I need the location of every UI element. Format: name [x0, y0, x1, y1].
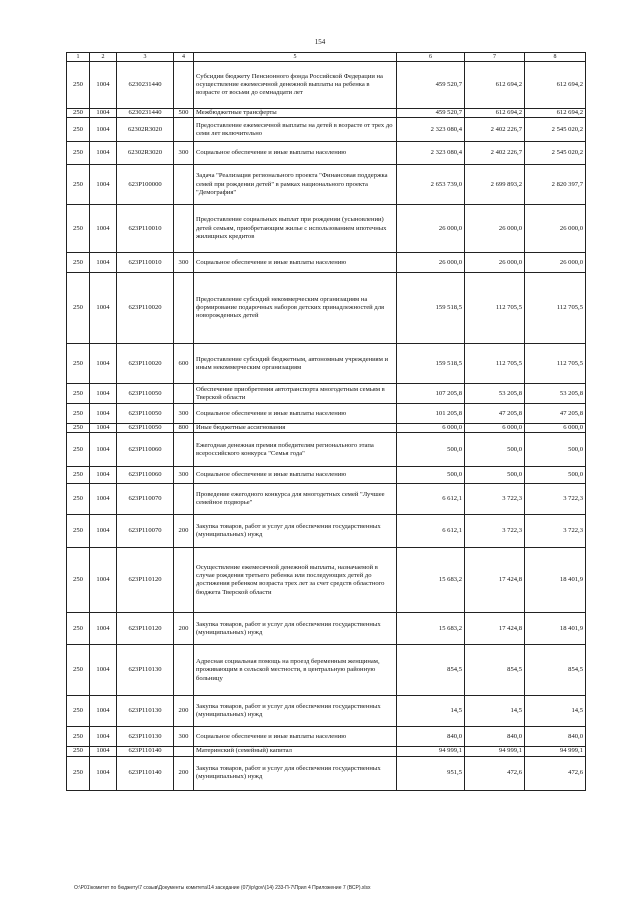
amount-year-2: 612 694,2: [465, 109, 525, 118]
amount-year-2: 26 000,0: [465, 253, 525, 273]
column-number-6: 6: [397, 53, 465, 62]
amount-year-1: 94 999,1: [397, 747, 465, 756]
section-code: 1004: [90, 484, 117, 515]
section-code: 1004: [90, 273, 117, 344]
amount-year-3: 2 545 020,2: [525, 142, 586, 165]
ministry-code: 250: [67, 484, 90, 515]
amount-year-1: 840,0: [397, 727, 465, 747]
ministry-code: 250: [67, 404, 90, 424]
ministry-code: 250: [67, 205, 90, 253]
expense-type-code: [174, 205, 194, 253]
expense-type-code: [174, 118, 194, 142]
section-code: 1004: [90, 142, 117, 165]
amount-year-1: 2 323 080,4: [397, 142, 465, 165]
target-article-code: 623P110140: [117, 756, 174, 790]
ministry-code: 250: [67, 62, 90, 109]
expense-type-code: 200: [174, 613, 194, 645]
table-row: [67, 109, 586, 118]
section-code: 1004: [90, 756, 117, 790]
section-code: 1004: [90, 515, 117, 548]
expense-type-code: 600: [174, 344, 194, 384]
expense-type-code: 300: [174, 727, 194, 747]
column-number-7: 7: [465, 53, 525, 62]
amount-year-1: 6 612,1: [397, 515, 465, 548]
item-name: Проведение ежегодного конкурса для многодетных семей "Лучшее семейное подворье": [194, 484, 397, 515]
ministry-code: 250: [67, 142, 90, 165]
table-row: [67, 747, 586, 756]
item-name: Субсидии бюджету Пенсионного фонда Российской Федерации на осуществление ежемесячной денежной выплаты на ребенка в возрасте от восьми до семнадцати лет: [194, 62, 397, 109]
column-number-4: 4: [174, 53, 194, 62]
expense-type-code: 300: [174, 404, 194, 424]
expense-type-code: 300: [174, 467, 194, 484]
amount-year-1: 159 518,5: [397, 344, 465, 384]
amount-year-2: 47 205,8: [465, 404, 525, 424]
item-name: Предоставление субсидий некоммерческим организациям на формирование подарочных наборов детских принадлежностей для новорожденных детей: [194, 273, 397, 344]
ministry-code: 250: [67, 696, 90, 727]
amount-year-3: 2 545 020,2: [525, 118, 586, 142]
amount-year-1: 500,0: [397, 433, 465, 467]
ministry-code: 250: [67, 467, 90, 484]
table-row: [67, 467, 586, 484]
target-article-code: 6230231440: [117, 62, 174, 109]
item-name: Предоставление ежемесячной выплаты на детей в возрасте от трех до семи лет включительно: [194, 118, 397, 142]
table-row: [67, 484, 586, 515]
target-article-code: 623P110130: [117, 645, 174, 696]
table-row: [67, 62, 586, 109]
section-code: 1004: [90, 613, 117, 645]
section-code: 1004: [90, 109, 117, 118]
ministry-code: 250: [67, 273, 90, 344]
expense-type-code: [174, 484, 194, 515]
file-path-footer: O:\Р01\комитет по бюджету\7 созыв\Документы комитета\14 заседание (07)\p\gov\(14) 233-П-7\Прил 4 Приложение 7 (ВСР).xlsx: [74, 885, 371, 891]
target-article-code: 623P110010: [117, 205, 174, 253]
section-code: 1004: [90, 548, 117, 613]
section-code: 1004: [90, 404, 117, 424]
amount-year-3: 612 694,2: [525, 109, 586, 118]
amount-year-1: 101 205,8: [397, 404, 465, 424]
expense-type-code: [174, 433, 194, 467]
expense-type-code: [174, 548, 194, 613]
ministry-code: 250: [67, 548, 90, 613]
amount-year-2: 500,0: [465, 467, 525, 484]
amount-year-2: 612 694,2: [465, 62, 525, 109]
target-article-code: 623P110140: [117, 747, 174, 756]
amount-year-1: 500,0: [397, 467, 465, 484]
expense-type-code: 800: [174, 424, 194, 433]
amount-year-1: 2 653 739,0: [397, 165, 465, 205]
expense-type-code: 300: [174, 253, 194, 273]
amount-year-2: 94 999,1: [465, 747, 525, 756]
amount-year-3: 18 401,9: [525, 613, 586, 645]
ministry-code: 250: [67, 613, 90, 645]
amount-year-3: 14,5: [525, 696, 586, 727]
amount-year-1: 107 205,8: [397, 384, 465, 404]
amount-year-3: 53 205,8: [525, 384, 586, 404]
amount-year-1: 15 683,2: [397, 548, 465, 613]
item-name: Материнский (семейный) капитал: [194, 747, 397, 756]
amount-year-2: 854,5: [465, 645, 525, 696]
amount-year-2: 2 402 226,7: [465, 118, 525, 142]
table-row: [67, 613, 586, 645]
column-number-header: [67, 53, 586, 62]
section-code: 1004: [90, 645, 117, 696]
ministry-code: 250: [67, 384, 90, 404]
section-code: 1004: [90, 165, 117, 205]
target-article-code: 623P110070: [117, 515, 174, 548]
column-number-3: 3: [117, 53, 174, 62]
table-row: [67, 273, 586, 344]
amount-year-2: 3 722,3: [465, 484, 525, 515]
amount-year-2: 112 705,5: [465, 344, 525, 384]
table-row: [67, 433, 586, 467]
amount-year-2: 840,0: [465, 727, 525, 747]
amount-year-1: 14,5: [397, 696, 465, 727]
column-number-5: 5: [194, 53, 397, 62]
amount-year-1: 15 683,2: [397, 613, 465, 645]
table-row: [67, 118, 586, 142]
ministry-code: 250: [67, 118, 90, 142]
item-name: Осуществление ежемесячной денежной выплаты, назначаемой в случае рождения третьего ребенка или последующих детей до достижения ребенком возраста трех лет за счет средств областного бюджета Тверской области: [194, 548, 397, 613]
table-row: [67, 142, 586, 165]
table-row: [67, 404, 586, 424]
item-name: Обеспечение приобретения автотранспорта многодетным семьям в Тверской области: [194, 384, 397, 404]
section-code: 1004: [90, 696, 117, 727]
table-row: [67, 205, 586, 253]
table-row: [67, 756, 586, 790]
ministry-code: 250: [67, 109, 90, 118]
table-row: [67, 344, 586, 384]
item-name: Социальное обеспечение и иные выплаты населению: [194, 253, 397, 273]
ministry-code: 250: [67, 165, 90, 205]
section-code: 1004: [90, 467, 117, 484]
target-article-code: 623P110130: [117, 727, 174, 747]
page-number: 154: [314, 38, 326, 46]
amount-year-1: 26 000,0: [397, 205, 465, 253]
amount-year-2: 112 705,5: [465, 273, 525, 344]
amount-year-3: 26 000,0: [525, 253, 586, 273]
item-name: Закупка товаров, работ и услуг для обеспечения государственных (муниципальных) нужд: [194, 756, 397, 790]
amount-year-3: 112 705,5: [525, 344, 586, 384]
target-article-code: 623P110010: [117, 253, 174, 273]
amount-year-1: 159 518,5: [397, 273, 465, 344]
target-article-code: 623P110050: [117, 404, 174, 424]
table-row: [67, 645, 586, 696]
amount-year-2: 17 424,8: [465, 548, 525, 613]
item-name: Ежегодная денежная премия победителям регионального этапа всероссийского конкурса "Семья года": [194, 433, 397, 467]
target-article-code: 623P100000: [117, 165, 174, 205]
expense-type-code: [174, 62, 194, 109]
amount-year-2: 53 205,8: [465, 384, 525, 404]
section-code: 1004: [90, 344, 117, 384]
target-article-code: 623P110020: [117, 273, 174, 344]
item-name: Закупка товаров, работ и услуг для обеспечения государственных (муниципальных) нужд: [194, 515, 397, 548]
item-name: Закупка товаров, работ и услуг для обеспечения государственных (муниципальных) нужд: [194, 696, 397, 727]
amount-year-1: 854,5: [397, 645, 465, 696]
ministry-code: 250: [67, 756, 90, 790]
ministry-code: 250: [67, 253, 90, 273]
expense-type-code: [174, 384, 194, 404]
amount-year-1: 459 520,7: [397, 109, 465, 118]
table-row: [67, 696, 586, 727]
ministry-code: 250: [67, 727, 90, 747]
section-code: 1004: [90, 433, 117, 467]
ministry-code: 250: [67, 645, 90, 696]
amount-year-3: 26 000,0: [525, 205, 586, 253]
item-name: Социальное обеспечение и иные выплаты населению: [194, 727, 397, 747]
ministry-code: 250: [67, 424, 90, 433]
item-name: Иные бюджетные ассигнования: [194, 424, 397, 433]
expense-type-code: 200: [174, 756, 194, 790]
amount-year-1: 459 520,7: [397, 62, 465, 109]
amount-year-3: 2 820 397,7: [525, 165, 586, 205]
section-code: 1004: [90, 424, 117, 433]
item-name: Адресная социальная помощь на проезд беременным женщинам, проживающим в сельской местности, в центральную районную больницу: [194, 645, 397, 696]
target-article-code: 623P110120: [117, 548, 174, 613]
ministry-code: 250: [67, 433, 90, 467]
amount-year-3: 94 999,1: [525, 747, 586, 756]
table-row: [67, 727, 586, 747]
column-number-2: 2: [90, 53, 117, 62]
amount-year-2: 472,6: [465, 756, 525, 790]
item-name: Предоставление социальных выплат при рождении (усыновлении) детей семьям, приобретающим жилье с использованием ипотечных жилищных кредитов: [194, 205, 397, 253]
expense-type-code: [174, 273, 194, 344]
amount-year-3: 612 694,2: [525, 62, 586, 109]
amount-year-1: 6 000,0: [397, 424, 465, 433]
target-article-code: 623P110050: [117, 424, 174, 433]
table-row: [67, 548, 586, 613]
target-article-code: 62302R3020: [117, 142, 174, 165]
expense-type-code: [174, 747, 194, 756]
amount-year-3: 472,6: [525, 756, 586, 790]
table-row: [67, 424, 586, 433]
amount-year-2: 6 000,0: [465, 424, 525, 433]
amount-year-1: 2 323 080,4: [397, 118, 465, 142]
column-number-1: 1: [67, 53, 90, 62]
column-number-8: 8: [525, 53, 586, 62]
amount-year-1: 6 612,1: [397, 484, 465, 515]
item-name: Закупка товаров, работ и услуг для обеспечения государственных (муниципальных) нужд: [194, 613, 397, 645]
table-row: [67, 165, 586, 205]
item-name: Социальное обеспечение и иные выплаты населению: [194, 467, 397, 484]
section-code: 1004: [90, 205, 117, 253]
section-code: 1004: [90, 118, 117, 142]
section-code: 1004: [90, 727, 117, 747]
amount-year-1: 26 000,0: [397, 253, 465, 273]
table-row: [67, 384, 586, 404]
amount-year-3: 500,0: [525, 467, 586, 484]
ministry-code: 250: [67, 515, 90, 548]
ministry-code: 250: [67, 747, 90, 756]
amount-year-3: 840,0: [525, 727, 586, 747]
amount-year-3: 854,5: [525, 645, 586, 696]
target-article-code: 623P110060: [117, 467, 174, 484]
amount-year-1: 951,5: [397, 756, 465, 790]
item-name: Задача "Реализация регионального проекта "Финансовая поддержка семей при рождении детей" в рамках национального проекта "Демография": [194, 165, 397, 205]
amount-year-2: 2 402 226,7: [465, 142, 525, 165]
item-name: Межбюджетные трансферты: [194, 109, 397, 118]
target-article-code: 623P110120: [117, 613, 174, 645]
section-code: 1004: [90, 384, 117, 404]
amount-year-3: 47 205,8: [525, 404, 586, 424]
target-article-code: 623P110060: [117, 433, 174, 467]
expense-type-code: 500: [174, 109, 194, 118]
amount-year-3: 3 722,3: [525, 515, 586, 548]
target-article-code: 6230231440: [117, 109, 174, 118]
target-article-code: 623P110020: [117, 344, 174, 384]
ministry-code: 250: [67, 344, 90, 384]
target-article-code: 623P110070: [117, 484, 174, 515]
budget-table: [66, 52, 586, 791]
target-article-code: 62302R3020: [117, 118, 174, 142]
amount-year-2: 3 722,3: [465, 515, 525, 548]
amount-year-3: 112 705,5: [525, 273, 586, 344]
expense-type-code: 200: [174, 515, 194, 548]
table-row: [67, 515, 586, 548]
expense-type-code: [174, 165, 194, 205]
section-code: 1004: [90, 747, 117, 756]
amount-year-2: 500,0: [465, 433, 525, 467]
amount-year-3: 3 722,3: [525, 484, 586, 515]
amount-year-2: 17 424,8: [465, 613, 525, 645]
item-name: Предоставление субсидий бюджетным, автономным учреждениям и иным некоммерческим организациям: [194, 344, 397, 384]
section-code: 1004: [90, 62, 117, 109]
amount-year-3: 6 000,0: [525, 424, 586, 433]
amount-year-2: 14,5: [465, 696, 525, 727]
amount-year-3: 18 401,9: [525, 548, 586, 613]
expense-type-code: [174, 645, 194, 696]
amount-year-3: 500,0: [525, 433, 586, 467]
expense-type-code: 300: [174, 142, 194, 165]
target-article-code: 623P110130: [117, 696, 174, 727]
amount-year-2: 26 000,0: [465, 205, 525, 253]
expense-type-code: 200: [174, 696, 194, 727]
target-article-code: 623P110050: [117, 384, 174, 404]
amount-year-2: 2 699 893,2: [465, 165, 525, 205]
item-name: Социальное обеспечение и иные выплаты населению: [194, 404, 397, 424]
section-code: 1004: [90, 253, 117, 273]
table-row: [67, 253, 586, 273]
item-name: Социальное обеспечение и иные выплаты населению: [194, 142, 397, 165]
